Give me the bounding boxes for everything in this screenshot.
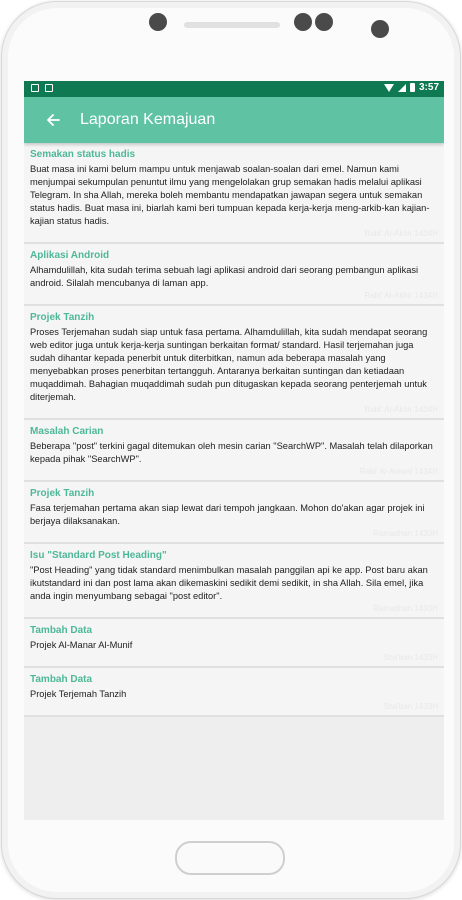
report-title: Projek Tanzih xyxy=(30,488,95,499)
list-item[interactable] xyxy=(24,619,444,668)
report-body: "Post Heading" yang tidak standard menimbulkan masalah panggilan api ke app. Post baru akan ikutstandard ini dan post lama akan dikemaskini sedikit demi sedikit, in sha Allah. Sila emel, jika anda ingin menyumbang sebagai "post editor". xyxy=(30,565,428,601)
report-body: Alhamdulillah, kita sudah terima sebuah lagi aplikasi android dari seorang pembangun aplikasi android. Silalah mencubanya di laman app. xyxy=(30,265,419,288)
list-item[interactable] xyxy=(24,482,444,544)
proximity-sensor-icon xyxy=(371,20,389,38)
report-body: Projek Al-Manar Al-Munif xyxy=(30,640,133,650)
report-date: Ramadhan 1433H xyxy=(373,604,438,613)
phone-frame xyxy=(1,1,461,899)
report-body: Projek Terjemah Tanzih xyxy=(30,689,127,699)
report-body: Proses Terjemahan sudah siap untuk fasa pertama. Alhamdulillah, kita sudah mendapat seorang web editor juga untuk kerja-kerja suntingan berkaitan format/ standard. Hasil terjemahan juga sudah dihantar kepada penerbit untuk diterbitkan, namun ada beberapa masalah yang menyebabkan proses penerbitan tertangguh. Antaranya berkaitan suntingan dan ketiadaan muqaddimah. Bahagian muqaddimah sudah pun ditugaskan kepada seorang penterjemah untuk diterjemah. xyxy=(30,327,428,402)
app-notification-icon xyxy=(45,84,53,92)
report-body: Beberapa "post" terkini gagal ditemukan oleh mesin carian "SearchWP". Masalah telah dilaporkan kepada pihak "SearchWP". xyxy=(30,441,433,464)
signal-icon xyxy=(398,84,406,92)
status-bar xyxy=(24,81,444,97)
report-title: Projek Tanzih xyxy=(30,312,95,323)
report-title: Isu "Standard Post Heading" xyxy=(30,550,167,561)
list-item[interactable] xyxy=(24,668,444,717)
battery-icon xyxy=(410,83,415,92)
report-date: Sha'ban 1433H xyxy=(383,653,438,662)
report-date: Rabi' Al-Awwal 1434H xyxy=(359,467,438,476)
report-title: Aplikasi Android xyxy=(30,250,110,261)
list-item[interactable] xyxy=(24,244,444,306)
report-body: Fasa terjemahan pertama akan siap lewat dari tempoh jangkaan. Mohon do'akan agar projek ini berjaya dilaksanakan. xyxy=(30,503,425,526)
image-notification-icon xyxy=(31,84,39,92)
arrow-left-icon[interactable] xyxy=(41,108,65,132)
report-title: Tambah Data xyxy=(30,625,93,636)
wifi-icon xyxy=(384,84,394,92)
report-date: Ramadhan 1433H xyxy=(373,529,438,538)
list-item[interactable] xyxy=(24,306,444,420)
status-time: 3:57 xyxy=(418,82,439,93)
report-title: Tambah Data xyxy=(30,674,93,685)
app-bar xyxy=(24,97,444,143)
report-date: Rabi' Al-Akhir 1434H xyxy=(364,405,438,414)
list-item[interactable] xyxy=(24,143,444,244)
page-title: Laporan Kemajuan xyxy=(80,111,216,128)
home-button[interactable] xyxy=(175,841,285,875)
report-title: Masalah Carian xyxy=(30,426,104,437)
earpiece-speaker xyxy=(184,22,280,28)
list-item[interactable] xyxy=(24,420,444,482)
app-screen xyxy=(24,81,444,820)
sensor-icon xyxy=(315,13,333,31)
sensor-icon xyxy=(294,13,312,31)
report-title: Semakan status hadis xyxy=(30,149,136,160)
front-camera-icon xyxy=(149,13,167,31)
report-date: Rabi' Al-Akhir 1434H xyxy=(364,291,438,300)
report-list xyxy=(24,143,444,717)
report-date: Sha'ban 1433H xyxy=(383,702,438,711)
report-body: Buat masa ini kami belum mampu untuk menjawab soalan-soalan dari emel. Namun kami menjumpai sekumpulan penuntut ilmu yang mengelolakan grup semakan hadis melalui aplikasi Telegram. In sha Allah, mereka boleh membantu mendapatkan jawapan segera untuk semakan status hadis. Buat masa ini, biarlah kami beri tumpuan kepada kerja-kerja meng-arkib-kan kajian-kajian status hadis. xyxy=(30,164,430,226)
list-item[interactable] xyxy=(24,544,444,619)
report-date: Rabi' Al-Akhir 1434H xyxy=(364,229,438,238)
